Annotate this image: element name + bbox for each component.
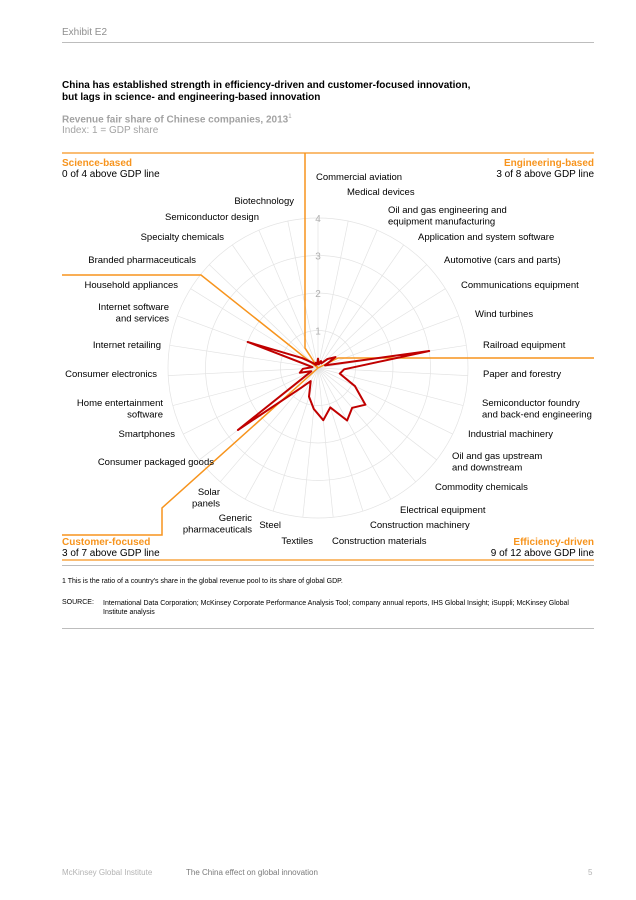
r-tick-label: 4 [315,214,321,225]
footer-title: The China effect on global innovation [186,868,318,877]
point-biotechnology [316,364,318,366]
bottom-rule [62,628,594,629]
group-title-engineering-based: Engineering-based [503,158,594,169]
r-tick-label: 3 [315,251,321,263]
footer-org: McKinsey Global Institute [62,868,153,877]
headline-line-1: China has established strength in efficiency-driven and customer-focused innovation, [62,80,471,91]
exhibit-label: Exhibit E2 [62,27,108,38]
point-internet-software-and-services [247,341,249,343]
point-construction-machinery [330,407,332,409]
category-label-consumer-packaged-goods: Consumer packaged goods [97,457,214,468]
grid-spoke [245,368,318,499]
group-title-science-based: Science-based [62,158,133,169]
point-construction-materials [323,419,325,421]
point-oil-and-gas-engineering-and-equipment-manufacturing [320,360,322,362]
category-label-commercial-aviation: Commercial aviation [316,172,403,183]
grid-spoke [318,368,453,434]
grid-spoke [273,368,318,511]
point-household-appliances [301,357,303,359]
category-label-semiconductor-foundry-and-back-end-engineering: Semiconductor foundry and back-end engineering [482,398,592,421]
group-note-science-based: 0 of 4 above GDP line [62,169,160,180]
point-home-entertainment-software [299,372,301,374]
point-wind-turbines [324,365,326,367]
point-steel [308,396,310,398]
category-label-paper-and-forestry: Paper and forestry [483,369,562,380]
page-number: 5 [588,868,593,877]
grid-spoke [318,368,333,517]
point-paper-and-forestry [343,369,345,371]
grid-spoke [183,368,318,434]
category-label-home-entertainment-software: Home entertainment software [76,398,163,421]
point-application-and-system-software [320,363,322,365]
r-tick-label: 2 [315,289,321,300]
footnote: 1 This is the ratio of a country's share in the global revenue pool to its share of global GDP. [62,578,343,585]
category-label-electrical-equipment: Electrical equipment [400,505,486,516]
point-textiles [313,408,315,410]
headline-line-2: but lags in science- and engineering-based innovation [62,92,321,103]
source-label: SOURCE: [62,599,94,606]
group-note-customer-focused: 3 of 7 above GDP line [62,548,160,559]
category-label-smartphones: Smartphones [118,429,175,440]
index-note: Index: 1 = GDP share [62,125,159,136]
category-label-steel: Steel [259,520,281,531]
point-solar-panels [300,387,302,389]
point-semiconductor-foundry-and-back-end-engineering [339,373,341,375]
source-text: International Data Corporation; McKinsey Corporate Performance Analysis Tool; company annual reports, IHS Global Insight; iSuppli; McKinsey Global Institute analysis [103,600,569,616]
category-label-wind-turbines: Wind turbines [475,309,534,320]
point-automotive-cars-and-parts [327,358,329,360]
category-label-communications-equipment: Communications equipment [461,280,579,291]
grid-spoke [318,230,377,368]
point-railroad-equipment [428,350,430,352]
category-label-branded-pharmaceuticals: Branded pharmaceuticals [88,255,196,266]
category-label-oil-and-gas-engineering-and-equipment-manufacturing: Oil and gas engineering and equipment manufacturing [388,205,507,228]
point-generic-pharmaceuticals [310,380,312,382]
grid-spoke [318,289,445,368]
category-label-solar-panels: Solar panels [192,487,220,510]
divider-customer-efficiency [62,368,318,535]
category-label-generic-pharmaceuticals: Generic pharmaceuticals [182,513,252,536]
point-specialty-chemicals [315,364,317,366]
group-title-customer-focused: Customer-focused [62,537,151,548]
point-communications-equipment [335,356,337,358]
point-commodity-chemicals [351,407,353,409]
category-label-household-appliances: Household appliances [84,280,178,291]
category-label-construction-materials: Construction materials [332,536,427,547]
point-smartphones [310,371,312,373]
category-label-consumer-electronics: Consumer electronics [65,369,157,380]
group-title-efficiency-driven: Efficiency-driven [513,537,594,548]
grid-spoke [318,368,437,460]
notes-rule [62,565,594,566]
point-industrial-machinery [354,385,356,387]
group-note-efficiency-driven: 9 of 12 above GDP line [490,548,594,559]
category-label-specialty-chemicals: Specialty chemicals [140,232,224,243]
category-label-internet-software-and-services: Internet software and services [98,302,169,325]
point-commercial-aviation [317,358,319,360]
grid-spoke [318,265,427,368]
r-tick-label: 1 [315,326,321,338]
category-label-automotive-cars-and-parts: Automotive (cars and parts) [444,255,561,266]
category-label-industrial-machinery: Industrial machinery [468,429,554,440]
subtitle-text: Revenue fair share of Chinese companies, 2013 [62,114,289,126]
category-label-oil-and-gas-upstream-and-downstream: Oil and gas upstream and downstream [452,451,543,474]
category-label-internet-retailing: Internet retailing [92,340,161,351]
category-label-commodity-chemicals: Commodity chemicals [435,482,528,493]
point-branded-pharmaceuticals [312,362,314,364]
category-label-application-and-system-software: Application and system software [418,232,555,243]
category-label-biotechnology: Biotechnology [234,196,294,207]
grid-spoke [209,265,318,368]
point-electrical-equipment [346,420,348,422]
category-label-construction-machinery: Construction machinery [370,520,470,531]
category-label-semiconductor-design: Semiconductor design [165,212,259,223]
grid-spoke [318,368,416,482]
point-consumer-electronics [302,368,304,370]
point-consumer-packaged-goods [237,429,239,431]
category-label-textiles: Textiles [281,536,313,547]
point-medical-devices [318,364,320,366]
subtitle-footnote-marker: 1 [288,114,292,120]
group-note-engineering-based: 3 of 8 above GDP line [496,169,594,180]
grid-spoke [318,368,391,499]
grid-spoke [191,289,318,368]
category-label-medical-devices: Medical devices [347,187,415,198]
point-internet-retailing [312,366,314,368]
category-label-railroad-equipment: Railroad equipment [483,340,566,351]
point-semiconductor-design [315,362,317,364]
point-oil-and-gas-upstream-and-downstream [365,404,367,406]
